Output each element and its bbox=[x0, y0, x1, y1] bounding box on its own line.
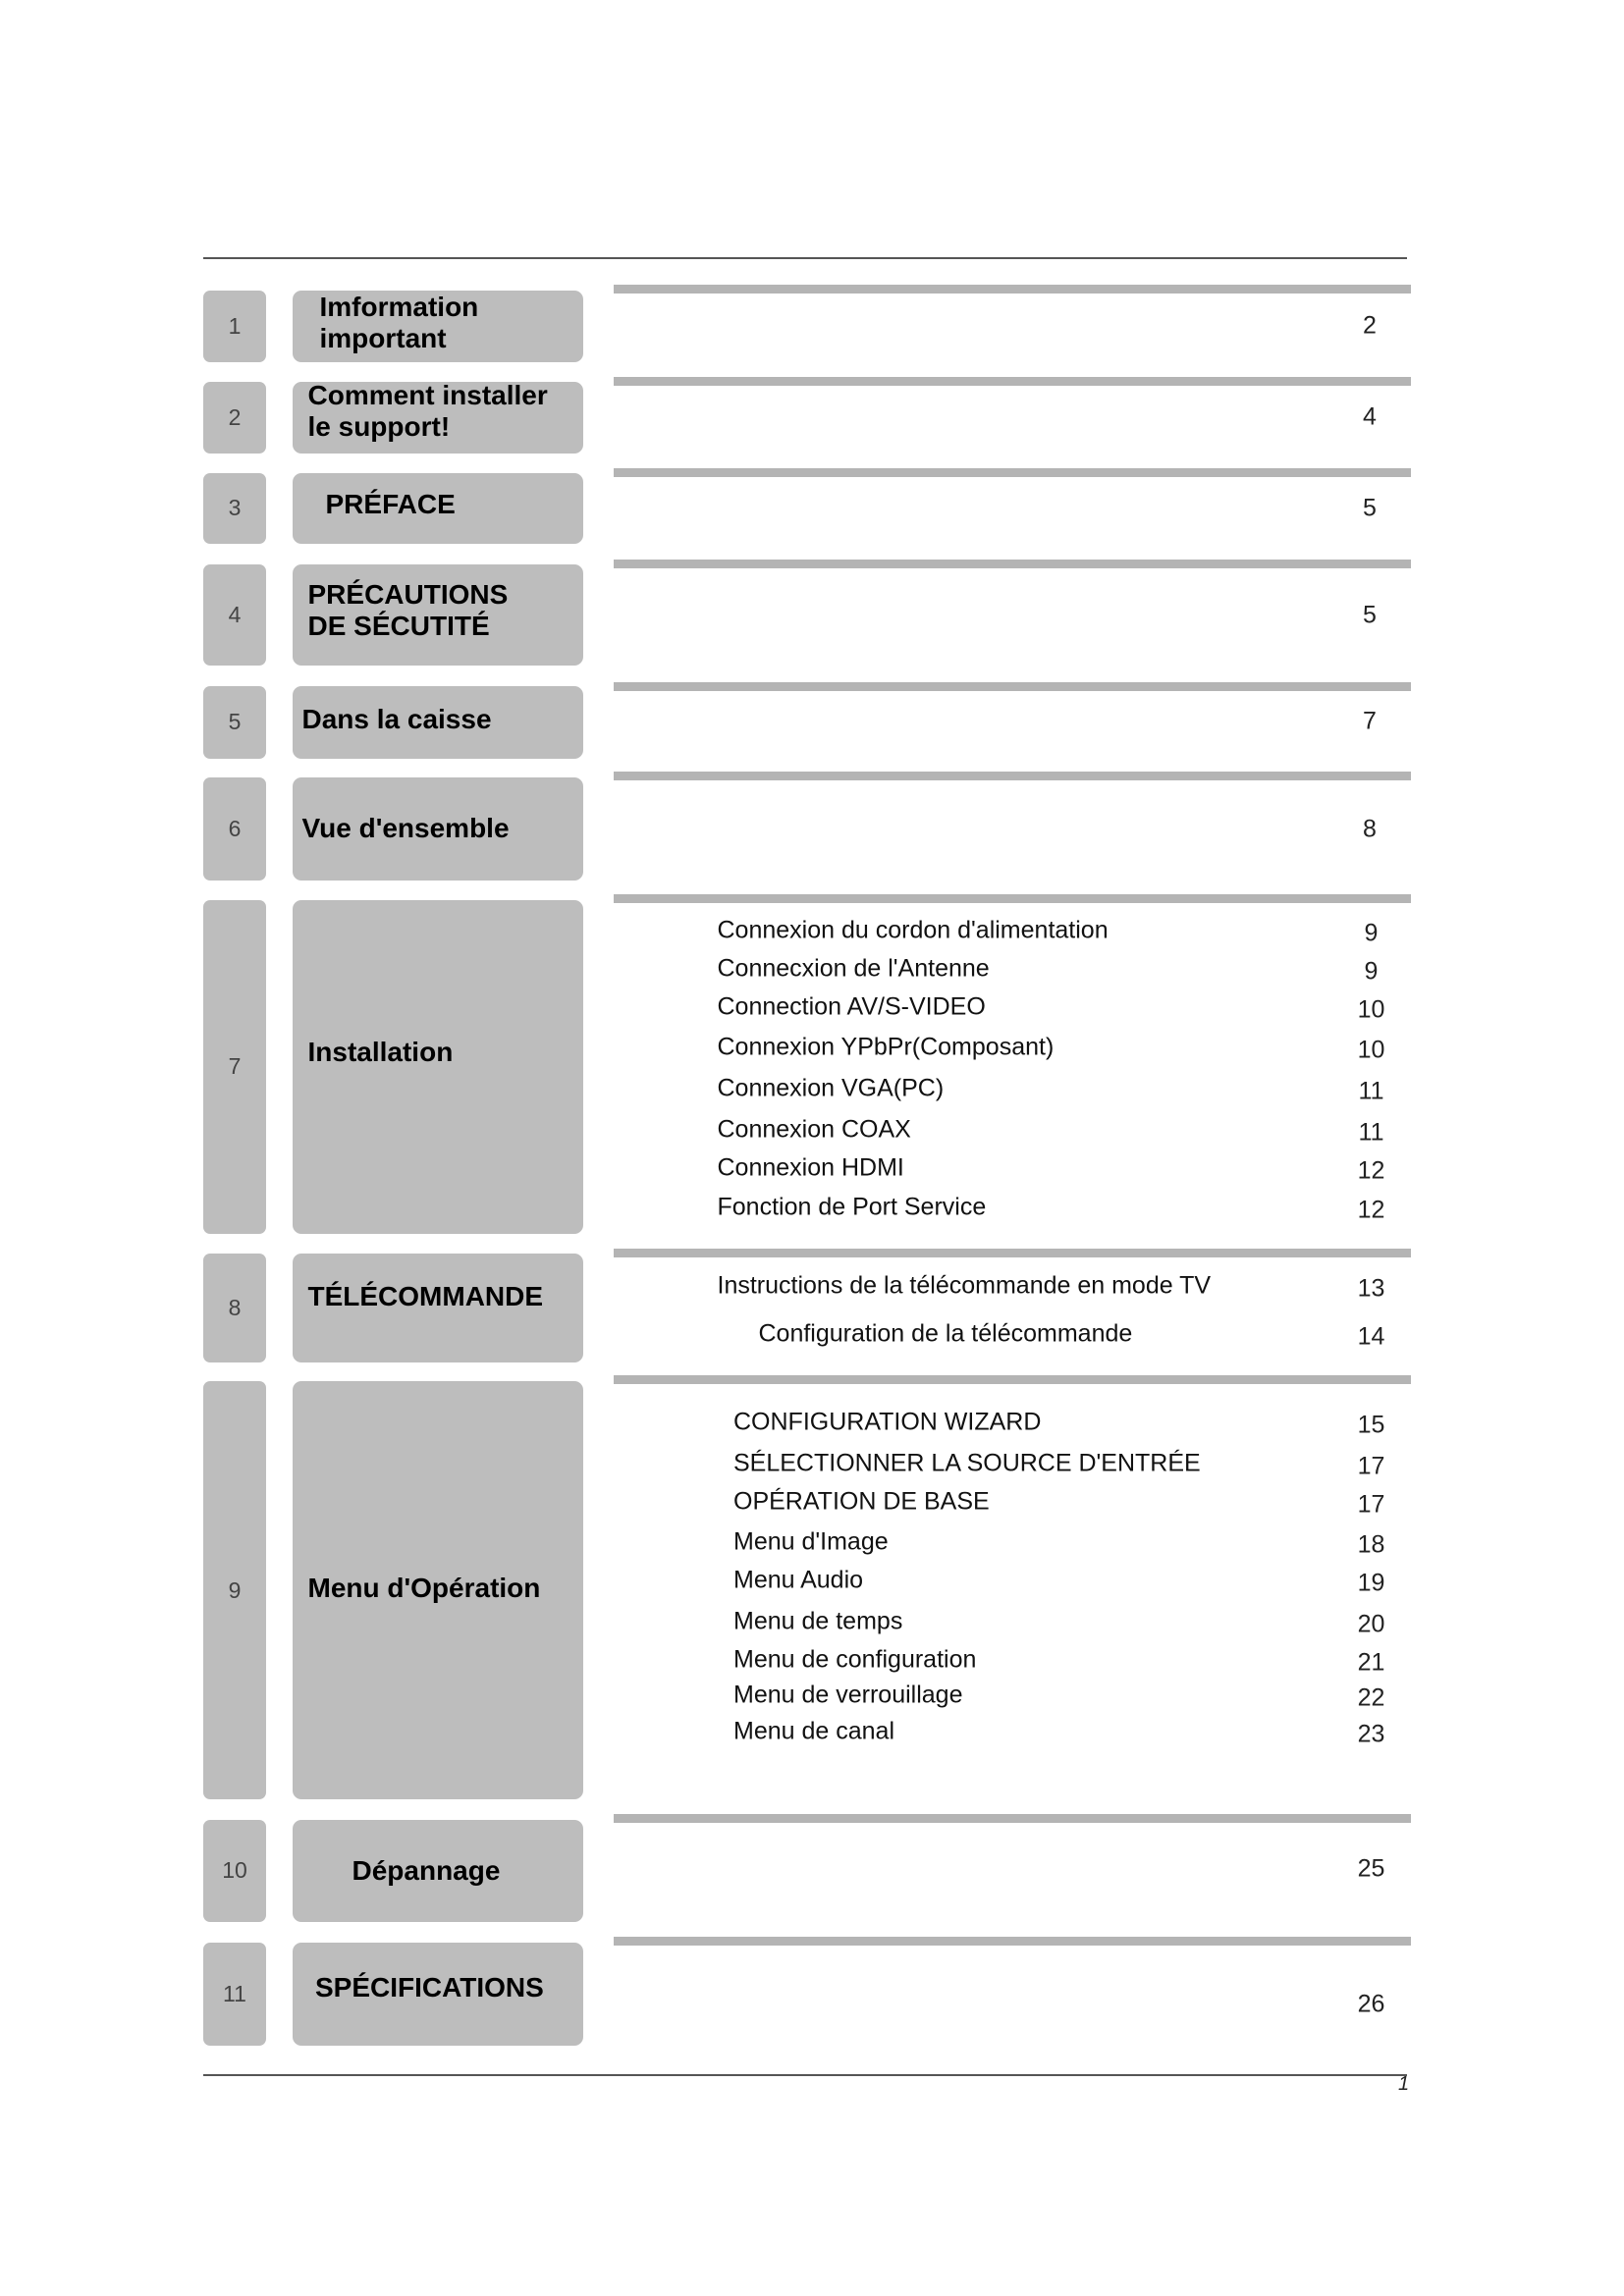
section-number: 9 bbox=[203, 1381, 266, 1799]
section-divider-bar bbox=[614, 682, 1411, 691]
section-page-number: 26 bbox=[1357, 1990, 1385, 2017]
section-title: Dans la caisse bbox=[301, 704, 492, 734]
section-divider-bar bbox=[614, 377, 1411, 386]
section-divider-bar bbox=[614, 772, 1411, 780]
section-divider-bar bbox=[614, 894, 1411, 903]
section-page-number: 4 bbox=[1363, 402, 1377, 430]
subsection-page-number: 17 bbox=[1357, 1452, 1385, 1480]
subsection-label: Connexion du cordon d'alimentation bbox=[717, 916, 1109, 944]
subsection-page-number: 17 bbox=[1357, 1490, 1385, 1519]
subsection-label: Connexion VGA(PC) bbox=[717, 1074, 945, 1101]
subsection-page-number: 11 bbox=[1358, 1077, 1384, 1104]
subsection-page-number: 12 bbox=[1357, 1196, 1385, 1224]
subsection-label: Connecxion de l'Antenne bbox=[717, 954, 990, 983]
subsection-label: Menu de configuration bbox=[733, 1645, 977, 1673]
subsection-label: Menu d'Image bbox=[733, 1527, 889, 1555]
subsection-label: OPÉRATION DE BASE bbox=[733, 1487, 990, 1516]
section-title: Dépannage bbox=[352, 1855, 501, 1886]
subsection-label: Menu de verrouillage bbox=[733, 1681, 963, 1708]
section-number: 2 bbox=[203, 382, 266, 454]
subsection-page-number: 11 bbox=[1358, 1118, 1384, 1146]
section-number: 5 bbox=[203, 686, 266, 759]
subsection-label: SÉLECTIONNER LA SOURCE D'ENTRÉE bbox=[733, 1449, 1201, 1477]
section-divider-bar bbox=[614, 1814, 1411, 1823]
section-title: Comment installer le support! bbox=[307, 380, 548, 442]
subsection-label: Fonction de Port Service bbox=[717, 1193, 987, 1221]
section-number: 6 bbox=[203, 777, 266, 881]
section-number: 11 bbox=[203, 1943, 266, 2046]
section-divider-bar bbox=[614, 560, 1411, 568]
subsection-label: Connexion YPbPr(Composant) bbox=[717, 1033, 1055, 1060]
bottom-rule bbox=[203, 2074, 1407, 2076]
subsection-page-number: 10 bbox=[1357, 995, 1385, 1024]
subsection-label: Connection AV/S-VIDEO bbox=[717, 992, 986, 1021]
subsection-label: Menu de temps bbox=[733, 1607, 903, 1634]
subsection-page-number: 9 bbox=[1364, 919, 1379, 947]
section-title: Menu d'Opération bbox=[307, 1573, 541, 1603]
section-divider-bar bbox=[614, 1375, 1411, 1384]
subsection-page-number: 23 bbox=[1357, 1720, 1385, 1748]
section-title: PRÉCAUTIONS DE SÉCUTITÉ bbox=[307, 578, 509, 641]
subsection-page-number: 9 bbox=[1364, 957, 1379, 986]
section-number: 10 bbox=[203, 1820, 266, 1922]
subsection-label: Menu de canal bbox=[733, 1717, 895, 1745]
section-number: 4 bbox=[203, 564, 266, 667]
subsection-page-number: 22 bbox=[1357, 1683, 1385, 1711]
section-divider-bar bbox=[614, 1249, 1411, 1257]
section-page-number: 7 bbox=[1363, 707, 1377, 735]
subsection-page-number: 14 bbox=[1357, 1322, 1385, 1351]
subsection-label: CONFIGURATION WIZARD bbox=[733, 1408, 1042, 1436]
subsection-label: Menu Audio bbox=[733, 1566, 864, 1593]
section-divider-bar bbox=[614, 468, 1411, 477]
section-title: PRÉFACE bbox=[325, 489, 456, 519]
section-page-number: 5 bbox=[1363, 494, 1377, 521]
section-divider-bar bbox=[614, 285, 1411, 294]
section-title: Imformation important bbox=[319, 292, 479, 353]
top-rule bbox=[203, 257, 1407, 259]
section-title: TÉLÉCOMMANDE bbox=[307, 1281, 544, 1311]
subsection-page-number: 13 bbox=[1357, 1274, 1385, 1302]
subsection-label: Connexion HDMI bbox=[717, 1153, 904, 1181]
section-title: Vue d'ensemble bbox=[301, 813, 510, 843]
section-number: 1 bbox=[203, 291, 266, 363]
section-title: SPÉCIFICATIONS bbox=[315, 1971, 544, 2002]
subsection-page-number: 21 bbox=[1357, 1648, 1385, 1676]
subsection-page-number: 15 bbox=[1357, 1411, 1385, 1439]
subsection-page-number: 19 bbox=[1357, 1569, 1385, 1596]
section-divider-bar bbox=[614, 1937, 1411, 1946]
subsection-page-number: 10 bbox=[1357, 1036, 1385, 1063]
subsection-page-number: 12 bbox=[1357, 1156, 1385, 1184]
subsection-page-number: 18 bbox=[1357, 1530, 1385, 1558]
section-number: 3 bbox=[203, 473, 266, 544]
subsection-page-number: 20 bbox=[1357, 1610, 1385, 1637]
subsection-label: Connexion COAX bbox=[717, 1115, 911, 1143]
subsection-label: Configuration de la télécommande bbox=[758, 1319, 1133, 1348]
subsection-label: Instructions de la télécommande en mode TV bbox=[717, 1271, 1212, 1299]
page-number: 1 bbox=[1398, 2073, 1410, 2095]
section-page-number: 2 bbox=[1363, 311, 1377, 339]
section-number: 8 bbox=[203, 1254, 266, 1362]
section-page-number: 25 bbox=[1357, 1854, 1385, 1882]
section-page-number: 8 bbox=[1363, 815, 1377, 842]
section-page-number: 5 bbox=[1363, 601, 1377, 629]
section-number: 7 bbox=[203, 900, 266, 1235]
section-title: Installation bbox=[307, 1037, 454, 1067]
